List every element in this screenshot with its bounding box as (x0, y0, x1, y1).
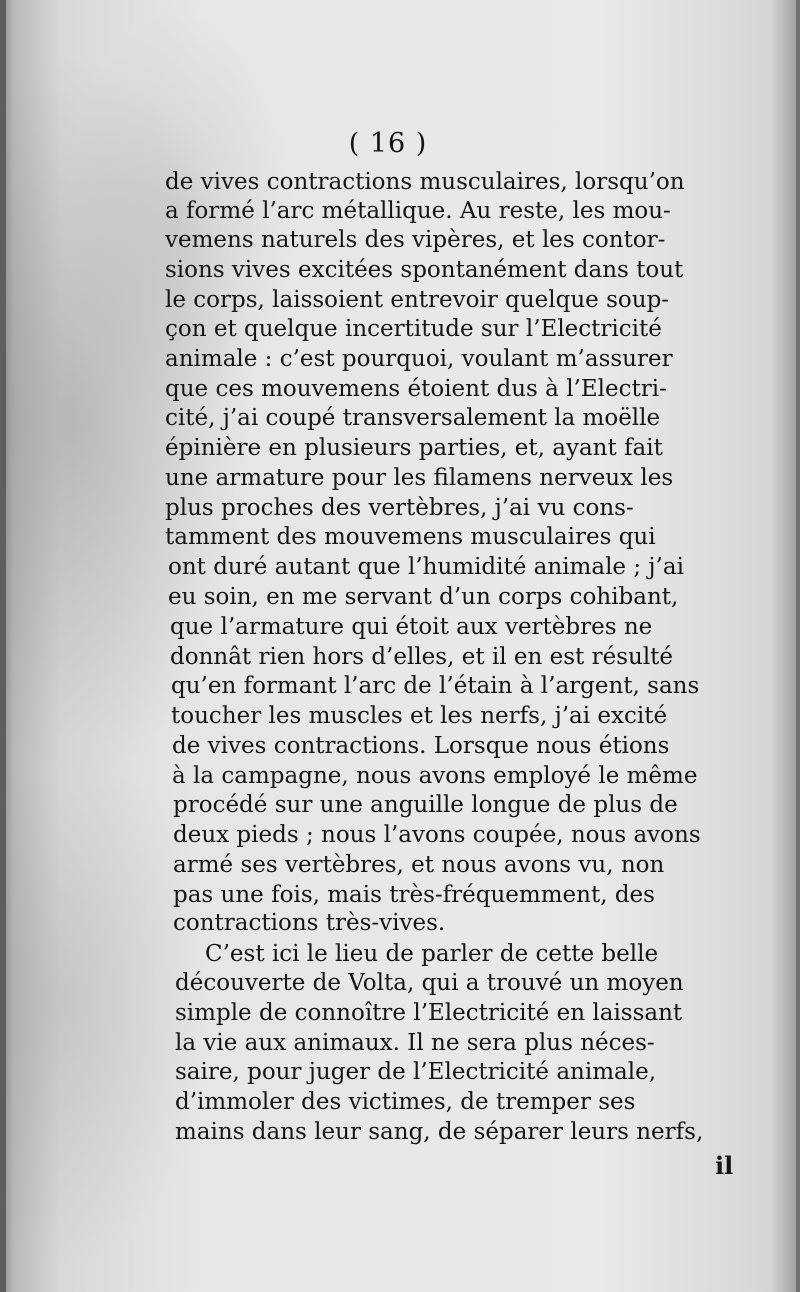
text-line: à la campagne, nous avons employé le même (172, 763, 698, 789)
text-line: toucher les muscles et les nerfs, j’ai excité (171, 703, 668, 729)
text-line: une armature pour les filamens nerveux les (165, 465, 674, 491)
text-line: cité, j’ai coupé transversalement la moëlle (165, 405, 661, 431)
text-line: de vives contractions. Lorsque nous étions (172, 733, 670, 759)
text-line: simple de connoître l’Electricité en laissant (175, 1000, 683, 1026)
text-line: donnât rien hors d’elles, et il en est résulté (170, 644, 674, 670)
text-line: plus proches des vertèbres, j’ai vu cons- (165, 495, 634, 521)
text-line: qu’en formant l’arc de l’étain à l’argent, sans (171, 673, 700, 699)
text-line: deux pieds ; nous l’avons coupée, nous avons (173, 822, 701, 848)
text-line: ont duré autant que l’humidité animale ; j’ai (168, 554, 684, 580)
text-line: mains dans leur sang, de séparer leurs nerfs, (175, 1119, 704, 1145)
text-line: épinière en plusieurs parties, et, ayant fait (165, 435, 663, 461)
text-line: eu soin, en me servant d’un corps cohibant, (168, 584, 679, 610)
text-line: çon et quelque incertitude sur l’Electricité (165, 316, 662, 342)
text-line: a formé l’arc métallique. Au reste, les mou- (165, 198, 671, 224)
text-line: saire, pour juger de l’Electricité animale, (175, 1059, 657, 1085)
text-line: vemens naturels des vipères, et les contor- (165, 227, 666, 253)
text-line: sions vives excitées spontanément dans tout (165, 257, 684, 283)
text-line: d’immoler des victimes, de tremper ses (175, 1089, 636, 1115)
text-line: pas une fois, mais très-fréquemment, des (173, 882, 655, 908)
text-line: tamment des mouvemens musculaires qui (165, 524, 656, 550)
text-line: que l’armature qui étoit aux vertèbres ne (170, 614, 653, 640)
text-line: la vie aux animaux. Il ne sera plus néces- (175, 1030, 655, 1056)
text-line: procédé sur une anguille longue de plus de (173, 792, 678, 818)
text-line: de vives contractions musculaires, lorsqu’on (165, 169, 685, 195)
text-line: le corps, laissoient entrevoir quelque soup- (165, 287, 670, 313)
text-line: contractions très-vives. (173, 910, 446, 936)
text-line: que ces mouvemens étoient dus à l’Electri- (165, 376, 667, 402)
page-number: ( 16 ) (348, 128, 428, 159)
text-line: animale : c’est pourquoi, voulant m’assurer (165, 346, 673, 372)
text-line: découverte de Volta, qui a trouvé un moyen (175, 970, 684, 996)
catchword: il (715, 1151, 734, 1180)
text-line: C’est ici le lieu de parler de cette belle (205, 941, 659, 967)
text-line: armé ses vertèbres, et nous avons vu, non (173, 852, 665, 878)
